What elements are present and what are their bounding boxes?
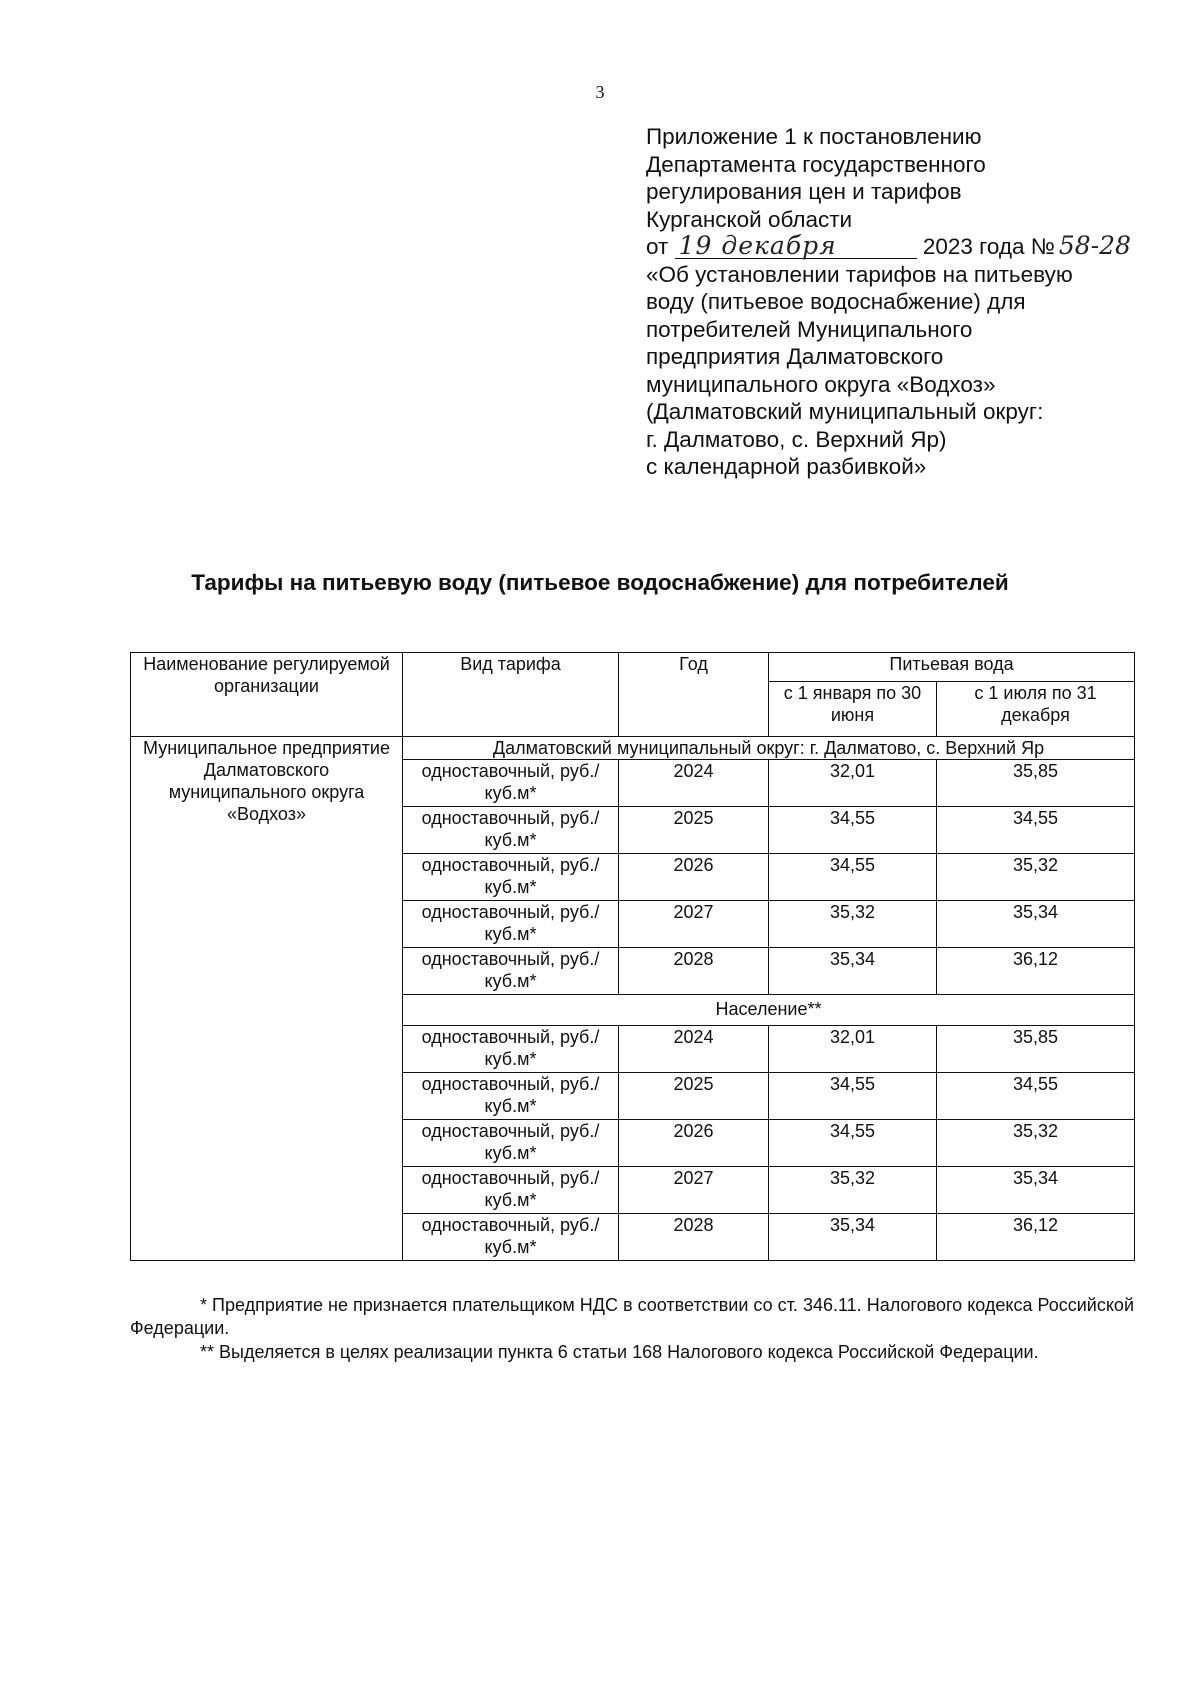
table-header-row	[131, 653, 1135, 682]
header-org: Наименование регулируемой организации	[131, 653, 403, 737]
period2-cell: 35,32	[937, 1120, 1135, 1167]
header-period-2: с 1 июля по 31 декабря	[937, 682, 1135, 737]
subject-line: г. Далматово, с. Верхний Яр)	[646, 426, 947, 452]
tariff-type-cell: одноставочный, руб./куб.м*	[403, 948, 619, 995]
subject-line: (Далматовский муниципальный округ:	[646, 399, 1044, 424]
period1-cell: 35,32	[769, 901, 937, 948]
tariff-type-cell: одноставочный, руб./куб.м*	[403, 901, 619, 948]
table-row	[131, 737, 1135, 760]
period1-cell: 32,01	[769, 1026, 937, 1073]
page-number: 3	[595, 82, 605, 102]
period1-cell: 32,01	[769, 760, 937, 807]
period2-cell: 35,32	[937, 854, 1135, 901]
period2-cell: 35,34	[937, 1167, 1135, 1214]
year-cell: 2028	[619, 1214, 769, 1261]
appendix-line: Приложение 1 к постановлению	[646, 124, 982, 149]
year-text: 2023 года №	[922, 234, 1055, 259]
tariff-type-cell: одноставочный, руб./куб.м*	[403, 1026, 619, 1073]
period2-cell: 35,34	[937, 901, 1135, 948]
period2-cell: 35,85	[937, 1026, 1135, 1073]
footnote-2	[130, 1341, 1134, 1364]
year-cell: 2028	[619, 948, 769, 995]
footnote-1-text: * Предприятие не признается плательщиком НДС в соответствии со ст. 346.11. Налогового кодекса Российской Федерации.	[130, 1295, 1134, 1338]
year-cell: 2025	[619, 1073, 769, 1120]
subject-line: муниципального округа «Водхоз»	[646, 371, 996, 397]
organization-cell: Муниципальное предприятие Далматовского муниципального округа «Водхоз»	[131, 737, 403, 1261]
tariff-type-cell: одноставочный, руб./куб.м*	[403, 1120, 619, 1167]
subject-line: предприятия Далматовского	[646, 344, 944, 369]
year-cell: 2027	[619, 901, 769, 948]
region-row: Далматовский муниципальный округ: г. Далматово, с. Верхний Яр	[403, 737, 1135, 760]
year-cell: 2024	[619, 1026, 769, 1073]
period2-cell: 36,12	[937, 948, 1135, 995]
period2-cell: 34,55	[937, 807, 1135, 854]
period1-cell: 35,32	[769, 1167, 937, 1214]
appendix-line: регулирования цен и тарифов	[646, 179, 962, 204]
tariff-type-cell: одноставочный, руб./куб.м*	[403, 854, 619, 901]
tariff-type-cell: одноставочный, руб./куб.м*	[403, 1214, 619, 1261]
tariff-type-cell: одноставочный, руб./куб.м*	[403, 1073, 619, 1120]
tariff-type-cell: одноставочный, руб./куб.м*	[403, 1167, 619, 1214]
year-cell: 2025	[619, 807, 769, 854]
header-period-1: с 1 января по 30 июня	[769, 682, 937, 737]
header-year: Год	[619, 653, 769, 737]
footnote-1	[130, 1294, 1134, 1340]
period2-cell: 35,85	[937, 760, 1135, 807]
footnote-2-text: ** Выделяется в целях реализации пункта 6 статьи 168 Налогового кодекса Российской Федерации.	[200, 1342, 1039, 1362]
period1-cell: 34,55	[769, 807, 937, 854]
subject-line: «Об установлении тарифов на питьевую	[646, 261, 1073, 287]
document-title: Тарифы на питьевую воду (питьевое водоснабжение) для потребителей	[191, 570, 1009, 595]
period1-cell: 34,55	[769, 1073, 937, 1120]
from-prefix: от	[646, 234, 669, 259]
handwritten-date: 19 декабря	[675, 234, 917, 259]
year-cell: 2024	[619, 760, 769, 807]
subject-line: с календарной разбивкой»	[646, 454, 927, 479]
tariff-type-cell: одноставочный, руб./куб.м*	[403, 760, 619, 807]
period1-cell: 35,34	[769, 1214, 937, 1261]
period2-cell: 36,12	[937, 1214, 1135, 1261]
period1-cell: 34,55	[769, 854, 937, 901]
header-water: Питьевая вода	[769, 653, 1135, 682]
subject-line: потребителей Муниципального	[646, 316, 973, 342]
period1-cell: 35,34	[769, 948, 937, 995]
year-cell: 2027	[619, 1167, 769, 1214]
appendix-date-line	[646, 233, 1166, 261]
year-cell: 2026	[619, 1120, 769, 1167]
period2-cell: 34,55	[937, 1073, 1135, 1120]
tariff-table	[130, 652, 1135, 1261]
tariff-type-cell: одноставочный, руб./куб.м*	[403, 807, 619, 854]
population-row: Население**	[403, 995, 1135, 1026]
appendix-header	[646, 123, 1166, 481]
appendix-line: Департамента государственного	[646, 151, 986, 177]
appendix-line: Курганской области	[646, 206, 853, 232]
handwritten-number: 58-28	[1058, 231, 1131, 260]
year-cell: 2026	[619, 854, 769, 901]
period1-cell: 34,55	[769, 1120, 937, 1167]
header-tariff-type: Вид тарифа	[403, 653, 619, 737]
subject-line: воду (питьевое водоснабжение) для	[646, 289, 1026, 314]
